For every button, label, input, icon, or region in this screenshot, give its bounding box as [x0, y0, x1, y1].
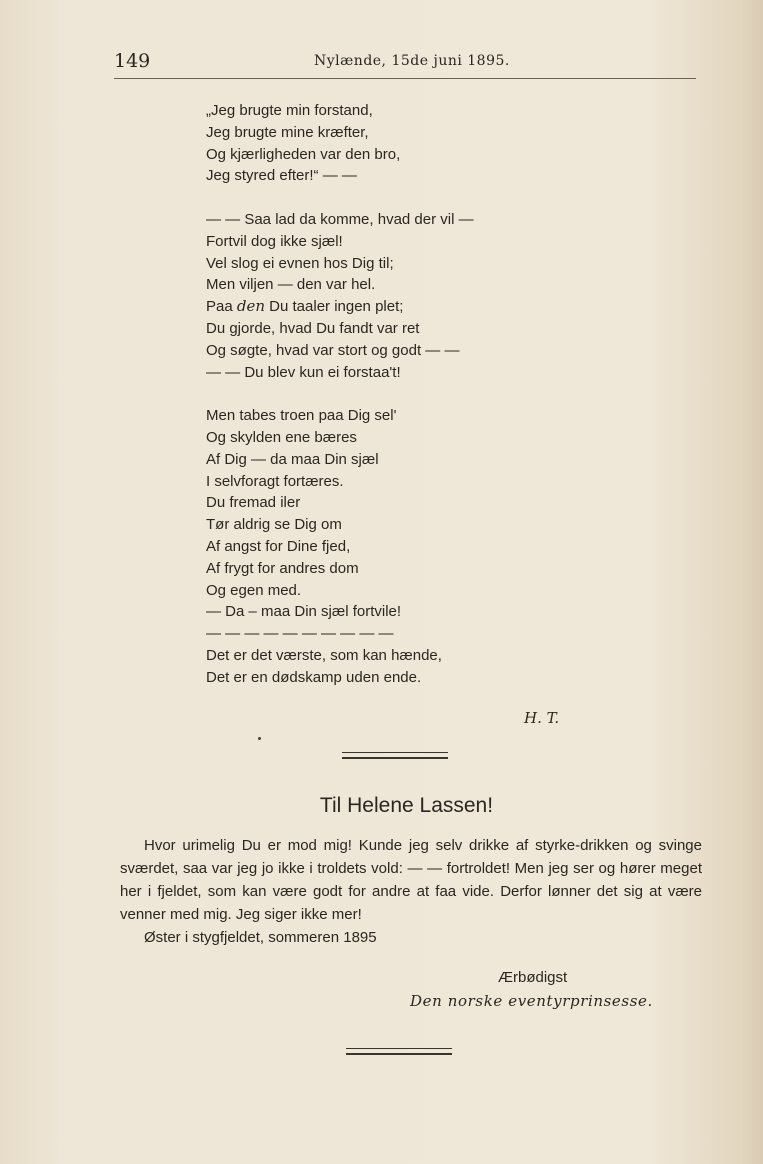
poem-line: Af frygt for andres dom	[206, 559, 359, 577]
poem-line: Af angst for Dine fjed,	[206, 537, 351, 555]
poem-line: Og kjærligheden var den bro,	[206, 145, 401, 163]
poem-line: Og egen med.	[206, 581, 302, 599]
letter-signature: Den norske eventyrprinsesse.	[410, 992, 653, 1010]
poem-line: Jeg brugte mine kræfter,	[206, 123, 369, 141]
poem-line: — — Saa lad da komme, hvad der vil —	[206, 210, 474, 228]
running-title: Nylænde, 15de juni 1895.	[314, 53, 510, 69]
poem-line: Paa den Du taaler ingen plet;	[206, 297, 404, 316]
end-divider	[346, 1048, 452, 1055]
letter-place-date: Øster i stygfjeldet, sommeren 1895	[144, 929, 377, 946]
poem-line: Du fremad iler	[206, 494, 301, 512]
page-number: 149	[114, 50, 151, 72]
poem-line: I selvforagt fortæres.	[206, 472, 344, 490]
poem-line: Og skylden ene bæres	[206, 428, 357, 446]
poem-line: Vel slog ei evnen hos Dig til;	[206, 254, 394, 272]
poem-line: Men viljen — den var hel.	[206, 276, 376, 294]
letter-title: Til Helene Lassen!	[319, 794, 494, 817]
poem-line: Tør aldrig se Dig om	[206, 516, 342, 534]
poem-line: Af Dig — da maa Din sjæl	[206, 450, 379, 468]
section-divider	[342, 752, 448, 759]
page-header	[114, 50, 696, 80]
header-rule	[114, 78, 696, 79]
poem-line: — Da – maa Din sjæl fortvile!	[206, 603, 402, 621]
letter-paragraph: Hvor urimelig Du er mod mig! Kunde jeg selv drikke af styrke-drikken og svinge sværdet, saa var jeg jo ikke i troldets vold: — — fortroldet! Men jeg ser og hører meget her i fjeldet, som kan være godt for andre at faa vide. Derfor lønner det sig at være venner med mig. Jeg siger ikke mer!	[120, 837, 702, 923]
poem-line: — — — — — — — — — —	[206, 625, 394, 643]
poem	[206, 100, 626, 689]
emphasis: den	[236, 297, 265, 316]
poem-signature: H. T.	[524, 709, 560, 727]
poem-line: Men tabes troen paa Dig sel'	[206, 407, 397, 425]
ink-dot	[258, 737, 261, 740]
stanza-break	[206, 187, 626, 209]
poem-line: Det er en dødskamp uden ende.	[206, 668, 422, 686]
poem-line: „Jeg brugte min forstand,	[206, 102, 373, 119]
letter-closing: Ærbødigst	[498, 969, 568, 986]
poem-line: Du gjorde, hvad Du fandt var ret	[206, 319, 420, 337]
poem-line: Jeg styred efter!“ — —	[206, 167, 357, 185]
poem-line: — — Du blev kun ei forstaa't!	[206, 363, 401, 381]
stanza-break	[206, 383, 626, 405]
letter-body	[120, 834, 702, 949]
poem-line: Det er det værste, som kan hænde,	[206, 646, 442, 664]
poem-line: Fortvil dog ikke sjæl!	[206, 232, 343, 250]
poem-line: Og søgte, hvad var stort og godt — —	[206, 341, 460, 359]
